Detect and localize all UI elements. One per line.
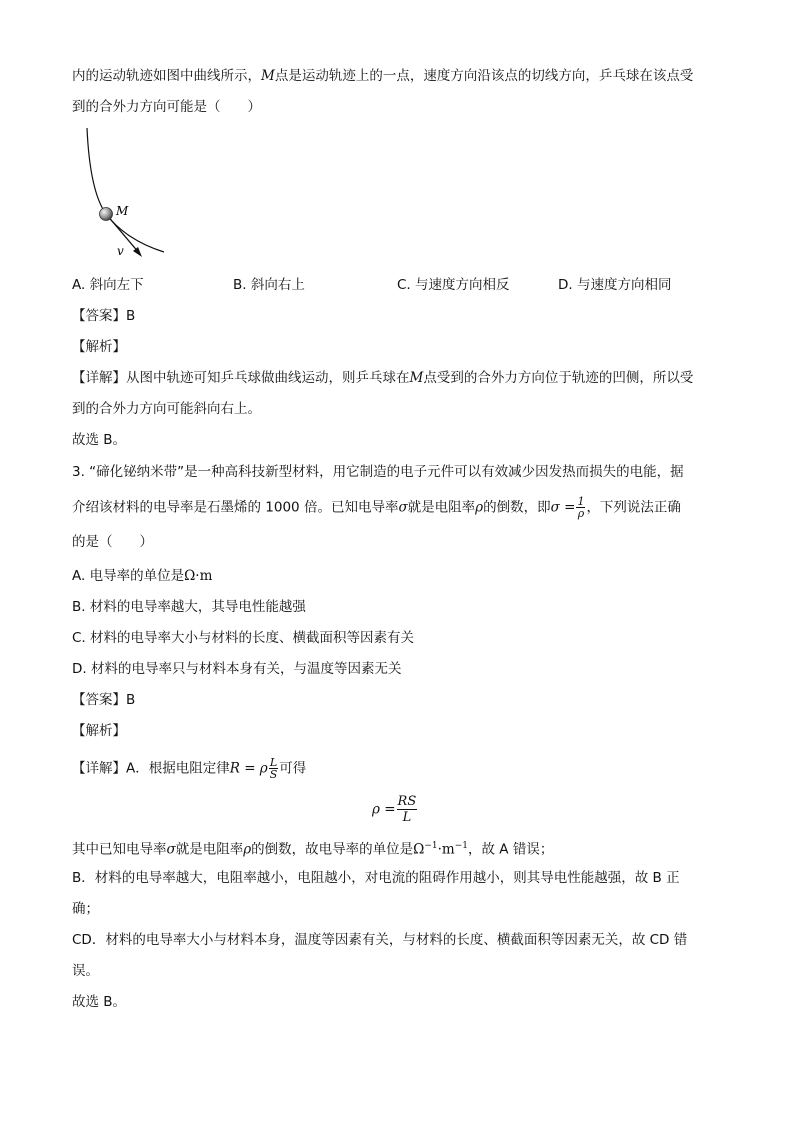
fraction-numerator: L <box>269 756 278 769</box>
q3-line-3: 的是（ ） <box>72 534 153 550</box>
exponent: −1 <box>424 841 438 851</box>
q3-detail-line-3: B．材料的电导率越大，电阻率越小，电阻越小，对电流的阻碍作用越小，则其导电性能越强，故 B 正 <box>72 870 680 886</box>
unit-meter: ·m <box>437 841 455 858</box>
velocity-label-v: v <box>117 244 124 258</box>
q3-option-d: D. 材料的电导率只与材料本身有关，与温度等因素无关 <box>72 661 402 677</box>
text: 的倒数，故电导率的单位是 <box>251 841 414 858</box>
math-m: M <box>261 68 275 84</box>
detail-line-2: 到的合外力方向可能斜向右上。 <box>72 401 261 417</box>
q3-analysis-label: 【解析】 <box>72 723 126 739</box>
point-label-m: M <box>116 204 129 218</box>
q3-line-1: 3. “碲化铋纳米带”是一种高科技新型材料，用它制造的电子元件可以有效减少因发热而损失的电能，据 <box>72 464 684 480</box>
text: 点受到的合外力方向位于轨迹的凹侧，所以受 <box>423 370 694 386</box>
q3-option-c: C. 材料的电导率大小与材料的长度、横截面积等因素有关 <box>72 630 415 646</box>
q3-answer-label: 【答案】B <box>72 692 136 708</box>
q3-option-a <box>72 566 212 586</box>
q3-line-2 <box>72 496 681 519</box>
q3-detail-line-5: CD．材料的电导率大小与材料本身，温度等因素有关，与材料的长度、横截面积等因素无关，故 CD 错 <box>72 932 688 948</box>
velocity-arrowhead <box>133 247 142 257</box>
option-d: D. 与速度方向相同 <box>558 277 672 293</box>
q3-detail-line-2 <box>72 836 553 860</box>
trajectory-figure <box>80 128 180 263</box>
ball-point-m <box>100 208 113 221</box>
formula-rho-display <box>372 794 418 825</box>
text: A. 电导率的单位是 <box>72 568 185 584</box>
trajectory-curve <box>87 128 164 252</box>
text: 【详解】从图中轨迹可知乒乓球做曲线运动，则乒乓球在 <box>72 370 410 386</box>
fraction-denominator: S <box>269 768 278 781</box>
text: 点是运动轨迹上的一点，速度方向沿该点的切线方向，乒乓球在该点受 <box>274 68 694 84</box>
math-eq-lhs: σ = <box>550 499 576 516</box>
math-m: M <box>409 370 424 386</box>
analysis-label: 【解析】 <box>72 339 126 355</box>
q3-choice-line: 故选 B。 <box>72 994 127 1010</box>
option-c: C. 与速度方向相反 <box>397 277 510 293</box>
text: 就是电阻率 <box>175 841 244 858</box>
fraction-numerator: 1 <box>577 495 585 508</box>
math-sigma: σ <box>398 499 408 516</box>
option-a: A. 斜向左下 <box>72 277 144 293</box>
math-rho: ρ <box>475 499 484 516</box>
text: ，故 A 错误； <box>468 841 554 858</box>
fraction-denominator: L <box>402 810 412 825</box>
text: 其中已知电导率 <box>72 841 167 858</box>
text: 就是电阻率 <box>407 499 476 516</box>
detail-line-1 <box>72 368 693 388</box>
math-rho: ρ <box>243 841 252 858</box>
text: ，下列说法正确 <box>586 499 681 516</box>
unit-ohm: Ω <box>413 841 425 858</box>
answer-label: 【答案】B <box>72 308 136 324</box>
q3-detail-line-6: 误。 <box>72 963 99 979</box>
q3-detail-line-4: 确； <box>72 901 99 917</box>
fraction-denominator: ρ <box>577 507 585 520</box>
option-b: B. 斜向右上 <box>233 277 305 293</box>
exponent: −1 <box>454 841 469 851</box>
math-sigma: σ <box>166 841 176 858</box>
question-text-line-2: 到的合外力方向可能是（ ） <box>72 99 261 115</box>
fraction-rs-over-l <box>397 794 418 825</box>
math-r-eq: R = ρ <box>229 760 268 777</box>
text: 可得 <box>279 760 307 777</box>
math-rho-eq: ρ = <box>372 801 396 818</box>
q3-option-b: B. 材料的电导率越大，其导电性能越强 <box>72 599 306 615</box>
text: 介绍该材料的电导率是石墨烯的 1000 倍。已知电导率 <box>72 499 399 516</box>
fraction-one-over-rho <box>576 496 585 519</box>
fraction-numerator: RS <box>397 794 417 809</box>
unit: Ω·m <box>184 568 213 584</box>
text: 【详解】A．根据电阻定律 <box>72 760 230 777</box>
text: 的倒数，即 <box>483 499 551 516</box>
q3-detail-line-1 <box>72 757 306 780</box>
choice-line: 故选 B。 <box>72 432 127 448</box>
text: 内的运动轨迹如图中曲线所示， <box>72 68 261 84</box>
fraction-l-over-s <box>269 757 279 780</box>
question-text-line-1 <box>72 66 693 86</box>
